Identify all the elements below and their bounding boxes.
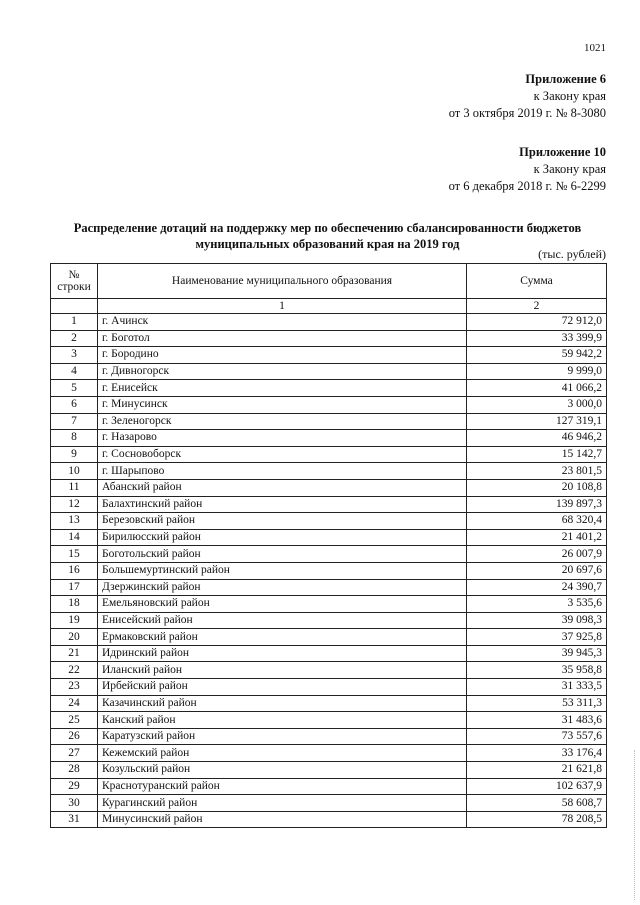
table-row [51, 762, 607, 779]
amount: 72 912,0 [467, 314, 607, 331]
amount: 53 311,3 [467, 695, 607, 712]
appendix-law-ref: к Закону края [533, 89, 606, 103]
municipality-name: Кежемский район [98, 745, 467, 762]
column-number-blank [51, 299, 98, 314]
amount: 58 608,7 [467, 795, 607, 812]
table-header-row [51, 264, 607, 299]
table-body [51, 314, 607, 828]
appendix-law-ref: к Закону края [533, 162, 606, 176]
row-number: 30 [51, 795, 98, 812]
table-row [51, 496, 607, 513]
municipality-name: Иланский район [98, 662, 467, 679]
municipality-name: Дзержинский район [98, 579, 467, 596]
amount: 3 535,6 [467, 596, 607, 613]
column-number-sum: 2 [467, 299, 607, 314]
municipality-name: Абанский район [98, 479, 467, 496]
table-row [51, 513, 607, 530]
row-number: 3 [51, 347, 98, 364]
row-number: 7 [51, 413, 98, 430]
municipality-name: Ирбейский район [98, 679, 467, 696]
municipality-name: Емельяновский район [98, 596, 467, 613]
municipality-name: Идринский район [98, 645, 467, 662]
municipality-name: Ермаковский район [98, 629, 467, 646]
table-row [51, 330, 607, 347]
row-number: 29 [51, 778, 98, 795]
amount: 21 621,8 [467, 762, 607, 779]
municipality-name: Балахтинский район [98, 496, 467, 513]
amount: 68 320,4 [467, 513, 607, 530]
municipality-name: г. Сосновоборск [98, 446, 467, 463]
table-row [51, 479, 607, 496]
row-number: 31 [51, 811, 98, 828]
appendix-title: Приложение 6 [525, 72, 606, 86]
table-row [51, 795, 607, 812]
row-number: 25 [51, 712, 98, 729]
amount: 33 399,9 [467, 330, 607, 347]
table-row [51, 778, 607, 795]
table-row [51, 695, 607, 712]
table-row [51, 811, 607, 828]
municipality-name: г. Зеленогорск [98, 413, 467, 430]
header-amount: Сумма [467, 264, 607, 299]
table-row [51, 728, 607, 745]
municipality-name: Казачинский район [98, 695, 467, 712]
distribution-table [50, 263, 607, 828]
row-number: 8 [51, 430, 98, 447]
amount: 15 142,7 [467, 446, 607, 463]
amount: 73 557,6 [467, 728, 607, 745]
table-row [51, 579, 607, 596]
amount: 20 697,6 [467, 562, 607, 579]
table-row [51, 596, 607, 613]
municipality-name: г. Енисейск [98, 380, 467, 397]
table-row [51, 645, 607, 662]
row-number: 20 [51, 629, 98, 646]
header-municipality-name: Наименование муниципального образования [98, 264, 467, 299]
document-title-line-2: муниципальных образований края на 2019 год [195, 237, 460, 251]
municipality-name: г. Боготол [98, 330, 467, 347]
table-row [51, 745, 607, 762]
amount: 35 958,8 [467, 662, 607, 679]
municipality-name: г. Ачинск [98, 314, 467, 331]
row-number: 21 [51, 645, 98, 662]
municipality-name: г. Минусинск [98, 396, 467, 413]
table-row [51, 629, 607, 646]
appendix-title: Приложение 10 [519, 145, 606, 159]
amount: 31 333,5 [467, 679, 607, 696]
amount: 139 897,3 [467, 496, 607, 513]
row-number: 28 [51, 762, 98, 779]
amount: 37 925,8 [467, 629, 607, 646]
table-row [51, 446, 607, 463]
appendix-law-date: от 6 декабря 2018 г. № 6-2299 [448, 179, 606, 193]
amount: 127 319,1 [467, 413, 607, 430]
amount: 102 637,9 [467, 778, 607, 795]
document-title-line-1: Распределение дотаций на поддержку мер по обеспечению сбалансированности бюджетов [73, 221, 582, 235]
municipality-name: г. Шарыпово [98, 463, 467, 480]
row-number: 18 [51, 596, 98, 613]
appendix-block-original [449, 144, 606, 195]
municipality-name: Минусинский район [98, 811, 467, 828]
amount: 3 000,0 [467, 396, 607, 413]
table-row [51, 413, 607, 430]
municipality-name: г. Бородино [98, 347, 467, 364]
municipality-name: Березовский район [98, 513, 467, 530]
row-number: 17 [51, 579, 98, 596]
table-row [51, 314, 607, 331]
row-number: 5 [51, 380, 98, 397]
amount: 21 401,2 [467, 529, 607, 546]
row-number: 11 [51, 479, 98, 496]
row-number: 2 [51, 330, 98, 347]
table-row [51, 546, 607, 563]
row-number: 24 [51, 695, 98, 712]
municipality-name: Большемуртинский район [98, 562, 467, 579]
page-number: 1021 [584, 42, 606, 54]
document-title [40, 220, 615, 252]
amount: 23 801,5 [467, 463, 607, 480]
municipality-name: Канский район [98, 712, 467, 729]
row-number: 13 [51, 513, 98, 530]
amount: 41 066,2 [467, 380, 607, 397]
table-row [51, 612, 607, 629]
table-row [51, 463, 607, 480]
row-number: 4 [51, 363, 98, 380]
row-number: 15 [51, 546, 98, 563]
table-row [51, 529, 607, 546]
table-row [51, 347, 607, 364]
table-row [51, 430, 607, 447]
amount: 26 007,9 [467, 546, 607, 563]
row-number: 26 [51, 728, 98, 745]
municipality-name: г. Дивногорск [98, 363, 467, 380]
amount: 20 108,8 [467, 479, 607, 496]
column-number-row [51, 299, 607, 314]
row-number: 27 [51, 745, 98, 762]
row-number: 19 [51, 612, 98, 629]
table-row [51, 712, 607, 729]
units-note: (тыс. рублей) [538, 247, 606, 261]
row-number: 9 [51, 446, 98, 463]
table-row [51, 380, 607, 397]
table-row [51, 662, 607, 679]
appendix-block-current [449, 71, 606, 122]
table-row [51, 396, 607, 413]
table-row [51, 562, 607, 579]
municipality-name: Бирилюсский район [98, 529, 467, 546]
row-number: 23 [51, 679, 98, 696]
amount: 39 098,3 [467, 612, 607, 629]
header-row-number: № строки [51, 264, 98, 299]
row-number: 10 [51, 463, 98, 480]
municipality-name: Козульский район [98, 762, 467, 779]
table-row [51, 363, 607, 380]
column-number-name: 1 [98, 299, 467, 314]
municipality-name: Енисейский район [98, 612, 467, 629]
amount: 39 945,3 [467, 645, 607, 662]
row-number: 12 [51, 496, 98, 513]
amount: 59 942,2 [467, 347, 607, 364]
amount: 24 390,7 [467, 579, 607, 596]
row-number: 16 [51, 562, 98, 579]
table-row [51, 679, 607, 696]
amount: 31 483,6 [467, 712, 607, 729]
municipality-name: Курагинский район [98, 795, 467, 812]
amount: 46 946,2 [467, 430, 607, 447]
amount: 78 208,5 [467, 811, 607, 828]
municipality-name: Краснотуранский район [98, 778, 467, 795]
municipality-name: г. Назарово [98, 430, 467, 447]
appendix-law-date: от 3 октября 2019 г. № 8-3080 [448, 106, 606, 120]
municipality-name: Каратузский район [98, 728, 467, 745]
row-number: 22 [51, 662, 98, 679]
municipality-name: Боготольский район [98, 546, 467, 563]
amount: 33 176,4 [467, 745, 607, 762]
amount: 9 999,0 [467, 363, 607, 380]
row-number: 14 [51, 529, 98, 546]
scan-edge-marks [634, 750, 638, 900]
row-number: 6 [51, 396, 98, 413]
row-number: 1 [51, 314, 98, 331]
